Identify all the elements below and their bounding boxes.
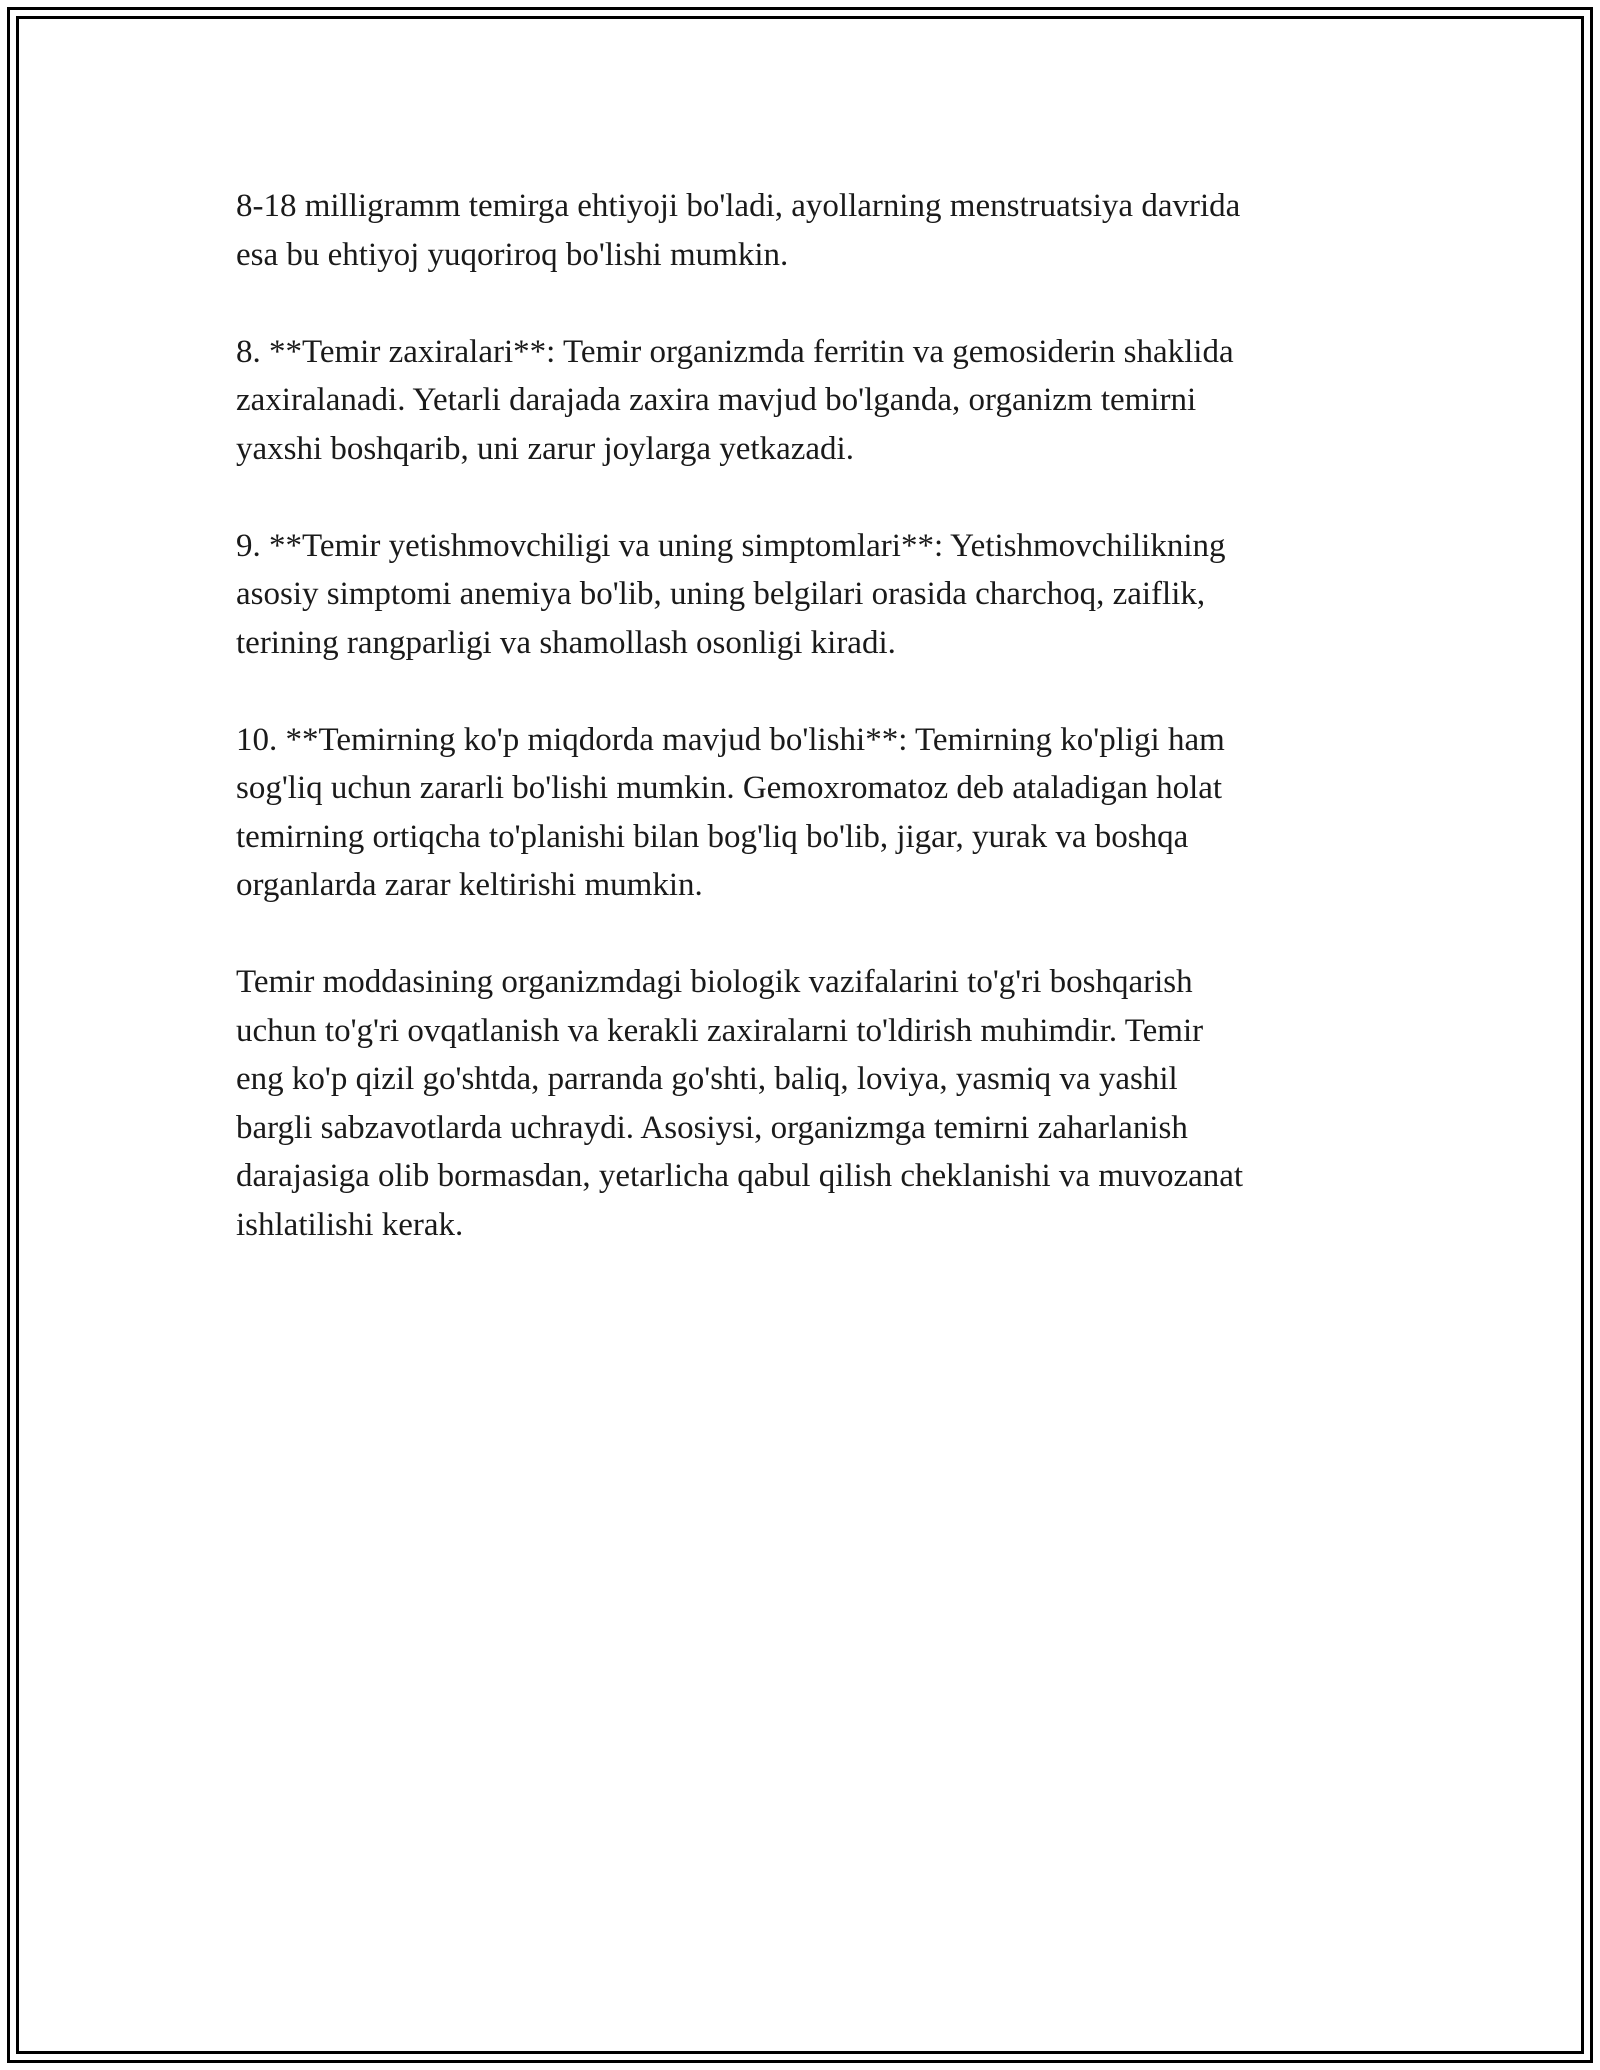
paragraph-iron-deficiency: 9. **Temir yetishmovchiligi va uning simptomlari**: Yetishmovchilikning asosiy simptomi anemiya bo'lib, uning belgilari orasida charchoq, zaiflik, terining rangparligi va shamollash osonligi kiradi. — [236, 527, 1226, 661]
paragraph-iron-requirement: 8-18 milligramm temirga ehtiyoji bo'ladi, ayollarning menstruatsiya davrida esa bu ehtiyoj yuqoriroq bo'lishi mumkin. — [236, 188, 1241, 273]
paragraph-iron-excess: 10. **Temirning ko'p miqdorda mavjud bo'lishi**: Temirning ko'pligi ham sog'liq uchun zararli bo'lishi mumkin. Gemoxromatoz deb ataladigan holat temirning ortiqcha to'planishi bilan bog'liq bo'lib, jigar, yurak va boshqa organlarda zarar keltirishi mumkin. — [236, 721, 1225, 903]
paragraph-conclusion: Temir moddasining organizmdagi biologik vazifalarini to'g'ri boshqarish uchun to'g'ri ovqatlanish va kerakli zaxiralarni to'ldirish muhimdir. Temir eng ko'p qizil go'shtda, parranda go'shti, baliq, loviya, yasmiq va yashil bargli sabzavotlarda uchraydi. Asosiysi, organizmga temirni zaharlanish darajasiga olib bormasdan, yetarlicha qabul qilish cheklanishi va muvozanat ishlatilishi kerak. — [236, 964, 1244, 1243]
document-body — [236, 182, 1366, 1298]
paragraph-iron-reserves: 8. **Temir zaxiralari**: Temir organizmda ferritin va gemosiderin shaklida zaxiralanadi. Yetarli darajada zaxira mavjud bo'lganda, organizm temirni yaxshi boshqarib, uni zarur joylarga yetkazadi. — [236, 333, 1234, 467]
